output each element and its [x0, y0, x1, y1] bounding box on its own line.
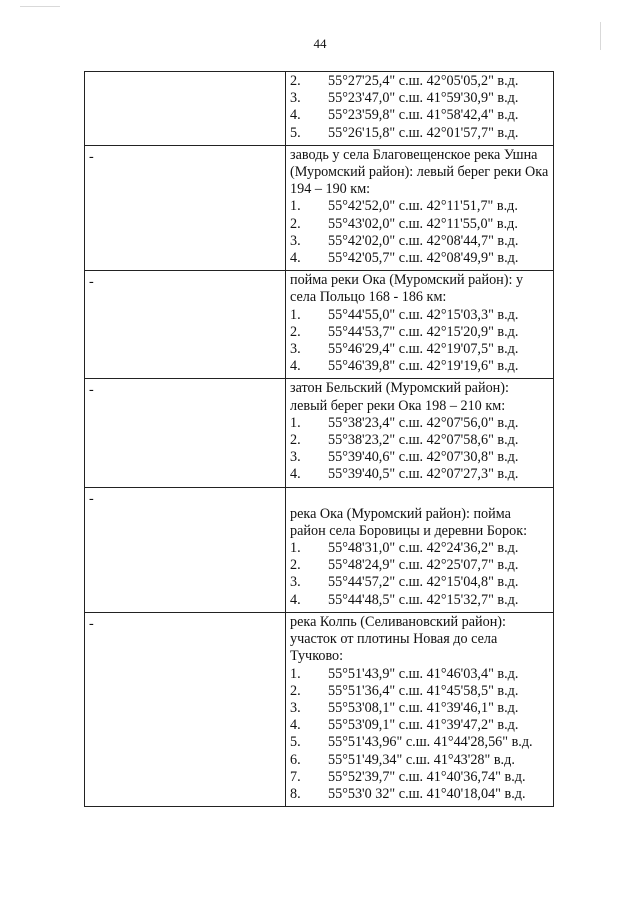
coordinate-point	[290, 717, 549, 734]
coordinate-point	[290, 540, 549, 557]
coordinate-point	[290, 358, 549, 375]
point-number: 3.	[290, 449, 301, 466]
table-row	[85, 72, 554, 146]
table-body	[85, 72, 554, 807]
coordinate-point	[290, 574, 549, 591]
point-number: 4.	[290, 250, 301, 267]
point-number: 4.	[290, 358, 301, 375]
point-coordinates: 55°42'52,0" с.ш. 42°11'51,7" в.д.	[328, 198, 518, 215]
coordinate-point	[290, 341, 549, 358]
point-coordinates: 55°52'39,7" с.ш. 41°40'36,74" в.д.	[328, 768, 526, 785]
coordinate-point	[290, 415, 549, 432]
point-coordinates: 55°51'49,34" с.ш. 41°43'28" в.д.	[328, 751, 515, 768]
table-row	[85, 379, 554, 487]
point-number: 3.	[290, 232, 301, 249]
point-coordinates: 55°26'15,8" с.ш. 42°01'57,7" в.д.	[328, 124, 519, 141]
point-coordinates: 55°51'43,96" с.ш. 41°44'28,56" в.д.	[328, 734, 533, 751]
point-coordinates: 55°39'40,5" с.ш. 42°07'27,3" в.д.	[328, 466, 519, 483]
coordinate-point	[290, 432, 549, 449]
point-number: 1.	[290, 414, 301, 431]
table-row	[85, 271, 554, 379]
row-marker-cell	[85, 271, 286, 379]
row-marker: -	[89, 274, 94, 291]
coordinate-point	[290, 466, 549, 483]
point-coordinates: 55°46'29,4" с.ш. 42°19'07,5" в.д.	[328, 341, 519, 358]
point-number: 5.	[290, 124, 301, 141]
point-number: 5.	[290, 734, 301, 751]
coordinate-point	[290, 786, 549, 803]
point-coordinates: 55°23'47,0" с.ш. 41°59'30,9" в.д.	[328, 90, 519, 107]
point-number: 1.	[290, 540, 301, 557]
point-coordinates: 55°46'39,8" с.ш. 42°19'19,6" в.д.	[328, 358, 519, 375]
point-coordinates: 55°43'02,0" с.ш. 42°11'55,0" в.д.	[328, 215, 518, 232]
row-content-cell	[286, 72, 554, 146]
row-marker-cell	[85, 487, 286, 612]
point-coordinates: 55°51'36,4" с.ш. 41°45'58,5" в.д.	[328, 682, 519, 699]
coordinate-point	[290, 216, 549, 233]
row-marker: -	[89, 382, 94, 399]
row-marker: -	[89, 490, 94, 507]
coordinate-point	[290, 324, 549, 341]
table-row	[85, 612, 554, 806]
point-coordinates: 55°53'08,1" с.ш. 41°39'46,1" в.д.	[328, 699, 519, 716]
point-number: 2.	[290, 215, 301, 232]
point-coordinates: 55°48'24,9" с.ш. 42°25'07,7" в.д.	[328, 557, 519, 574]
spacer	[290, 489, 549, 506]
table-row	[85, 487, 554, 612]
row-content-cell	[286, 612, 554, 806]
point-number: 2.	[290, 682, 301, 699]
point-coordinates: 55°51'43,9" с.ш. 41°46'03,4" в.д.	[328, 665, 519, 682]
row-content-cell	[286, 145, 554, 270]
point-coordinates: 55°39'40,6" с.ш. 42°07'30,8" в.д.	[328, 449, 519, 466]
coordinate-point	[290, 734, 549, 751]
point-number: 2.	[290, 557, 301, 574]
coordinate-point	[290, 700, 549, 717]
point-coordinates: 55°53'0 32" с.ш. 41°40'18,04" в.д.	[328, 785, 526, 802]
page-number: 44	[313, 36, 327, 51]
point-coordinates: 55°42'05,7" с.ш. 42°08'49,9" в.д.	[328, 250, 519, 267]
point-coordinates: 55°44'53,7" с.ш. 42°15'20,9" в.д.	[328, 323, 519, 340]
point-number: 3.	[290, 90, 301, 107]
row-marker: -	[89, 615, 94, 632]
row-content-cell	[286, 487, 554, 612]
coordinate-point	[290, 769, 549, 786]
row-marker-cell	[85, 72, 286, 146]
area-description: река Колпь (Селивановский район): участок от плотины Новая до села Тучково:	[290, 613, 506, 665]
row-content-cell	[286, 379, 554, 487]
point-coordinates: 55°38'23,2" с.ш. 42°07'58,6" в.д.	[328, 432, 519, 449]
coordinate-point	[290, 449, 549, 466]
table-row	[85, 145, 554, 270]
point-coordinates: 55°23'59,8" с.ш. 41°58'42,4" в.д.	[328, 107, 519, 124]
area-description: заводь у села Благовещенское река Ушна (Муромский район): левый берег реки Ока 194 – 190 км:	[290, 146, 549, 198]
coordinate-point	[290, 107, 549, 124]
point-coordinates: 55°42'02,0" с.ш. 42°08'44,7" в.д.	[328, 232, 519, 249]
row-marker-cell	[85, 379, 286, 487]
coordinate-point	[290, 233, 549, 250]
point-number: 2.	[290, 432, 301, 449]
point-coordinates: 55°44'48,5" с.ш. 42°15'32,7" в.д.	[328, 591, 519, 608]
area-description: река Ока (Муромский район): пойма район села Боровицы и деревни Борок:	[290, 505, 528, 539]
coordinate-point	[290, 73, 549, 90]
coordinate-point	[290, 307, 549, 324]
point-number: 3.	[290, 341, 301, 358]
point-number: 4.	[290, 717, 301, 734]
point-coordinates: 55°48'31,0" с.ш. 42°24'36,2" в.д.	[328, 540, 519, 557]
coordinate-point	[290, 666, 549, 683]
coordinate-point	[290, 250, 549, 267]
row-marker-cell	[85, 145, 286, 270]
coordinate-point	[290, 125, 549, 142]
point-number: 1.	[290, 198, 301, 215]
coordinate-point	[290, 683, 549, 700]
point-coordinates: 55°27'25,4" с.ш. 42°05'05,2" в.д.	[328, 73, 519, 89]
coordinate-point	[290, 90, 549, 107]
point-number: 1.	[290, 306, 301, 323]
row-content-cell	[286, 271, 554, 379]
coordinates-table	[84, 71, 554, 807]
scan-edge-mark	[20, 6, 60, 7]
point-number: 3.	[290, 699, 301, 716]
point-coordinates: 55°44'55,0" с.ш. 42°15'03,3" в.д.	[328, 306, 519, 323]
area-description: пойма реки Ока (Муромский район): у села Польцо 168 - 186 км:	[290, 272, 524, 306]
point-coordinates: 55°53'09,1" с.ш. 41°39'47,2" в.д.	[328, 717, 519, 734]
coordinate-point	[290, 752, 549, 769]
row-marker-cell	[85, 612, 286, 806]
coordinate-point	[290, 592, 549, 609]
point-coordinates: 55°38'23,4" с.ш. 42°07'56,0" в.д.	[328, 414, 519, 431]
point-number: 4.	[290, 107, 301, 124]
point-number: 3.	[290, 574, 301, 591]
point-number: 2.	[290, 73, 301, 89]
point-number: 4.	[290, 591, 301, 608]
point-number: 6.	[290, 751, 301, 768]
point-number: 7.	[290, 768, 301, 785]
point-coordinates: 55°44'57,2" с.ш. 42°15'04,8" в.д.	[328, 574, 519, 591]
coordinate-point	[290, 198, 549, 215]
row-marker: -	[89, 148, 94, 165]
area-description: затон Бельский (Муромский район): левый берег реки Ока 198 – 210 км:	[290, 380, 509, 414]
point-number: 8.	[290, 785, 301, 802]
point-number: 4.	[290, 466, 301, 483]
coordinate-point	[290, 557, 549, 574]
point-number: 2.	[290, 323, 301, 340]
point-number: 1.	[290, 665, 301, 682]
